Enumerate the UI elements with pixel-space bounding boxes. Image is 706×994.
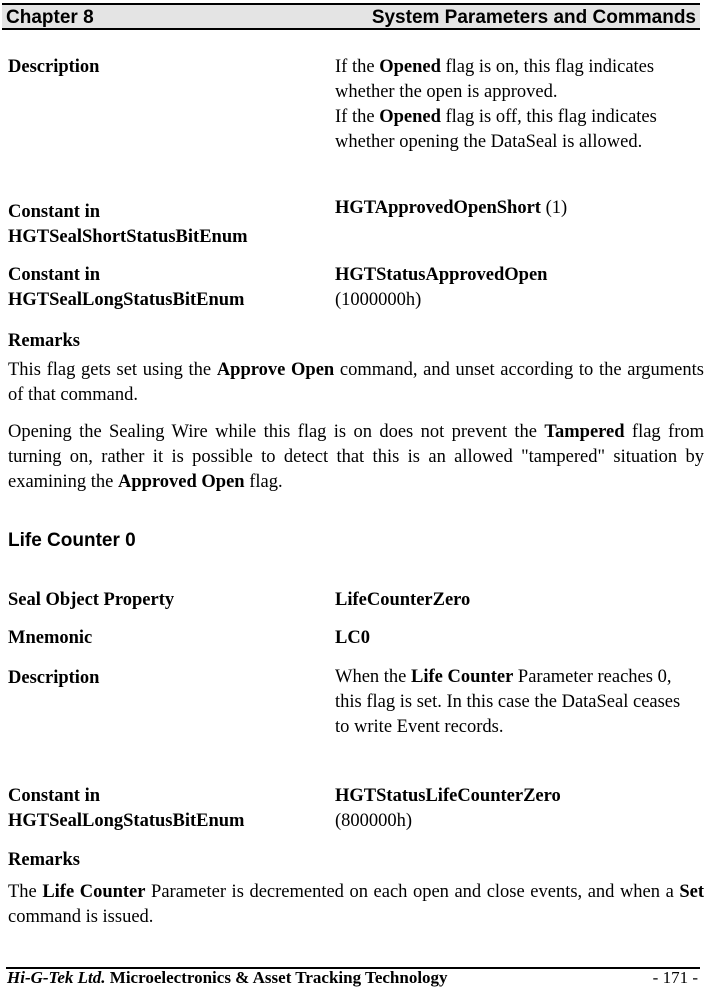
short-constant-value: HGTApprovedOpenShort (1) [335,198,568,218]
remarks-paragraph-2: Opening the Sealing Wire while this flag is on does not prevent the Tampered flag from turning on, rather it is possible to detect that this is an allowed "tampered" situation by examining the Approved Open flag. [8,422,704,492]
long-constant-value-2: HGTStatusLifeCounterZero (800000h) [335,786,561,831]
seal-object-property-label: Seal Object Property [8,590,175,610]
description-label: Description [8,57,100,77]
remarks-label-2: Remarks [8,850,80,870]
page-header [2,3,700,30]
description-text: If the Opened flag is on, this flag indicates whether the open is approved. If the Opened flag is off, this flag indicates whether opening the DataSeal is allowed. [335,57,657,152]
footer-company: Hi-G-Tek Ltd. Microelectronics & Asset Tracking Technology [7,968,448,987]
chapter-label: Chapter 8 [6,7,94,28]
description-text-2: When the Life Counter Parameter reaches 0, this flag is set. In this case the DataSeal ceases to write Event records. [335,667,681,737]
chapter-title: System Parameters and Commands [371,7,696,28]
remarks-label: Remarks [8,331,80,351]
description-label-2: Description [8,668,100,688]
long-constant-label-2: Constant in HGTSealLongStatusBitEnum [8,786,245,831]
page-number: - 171 - [652,968,698,987]
page-footer [6,967,700,987]
seal-object-property-value: LifeCounterZero [335,590,471,610]
section-title: Life Counter 0 [8,530,136,551]
long-constant-value: HGTStatusApprovedOpen (1000000h) [335,265,548,310]
remarks-paragraph-1: This flag gets set using the Approve Open command, and unset according to the arguments of that command. [8,360,704,405]
mnemonic-label: Mnemonic [8,628,93,648]
remarks-paragraph-3: The Life Counter Parameter is decremented on each open and close events, and when a Set command is issued. [8,882,704,927]
long-constant-label: Constant in HGTSealLongStatusBitEnum [8,265,245,310]
mnemonic-value: LC0 [335,628,370,648]
short-constant-label: Constant in HGTSealShortStatusBitEnum [8,202,248,247]
